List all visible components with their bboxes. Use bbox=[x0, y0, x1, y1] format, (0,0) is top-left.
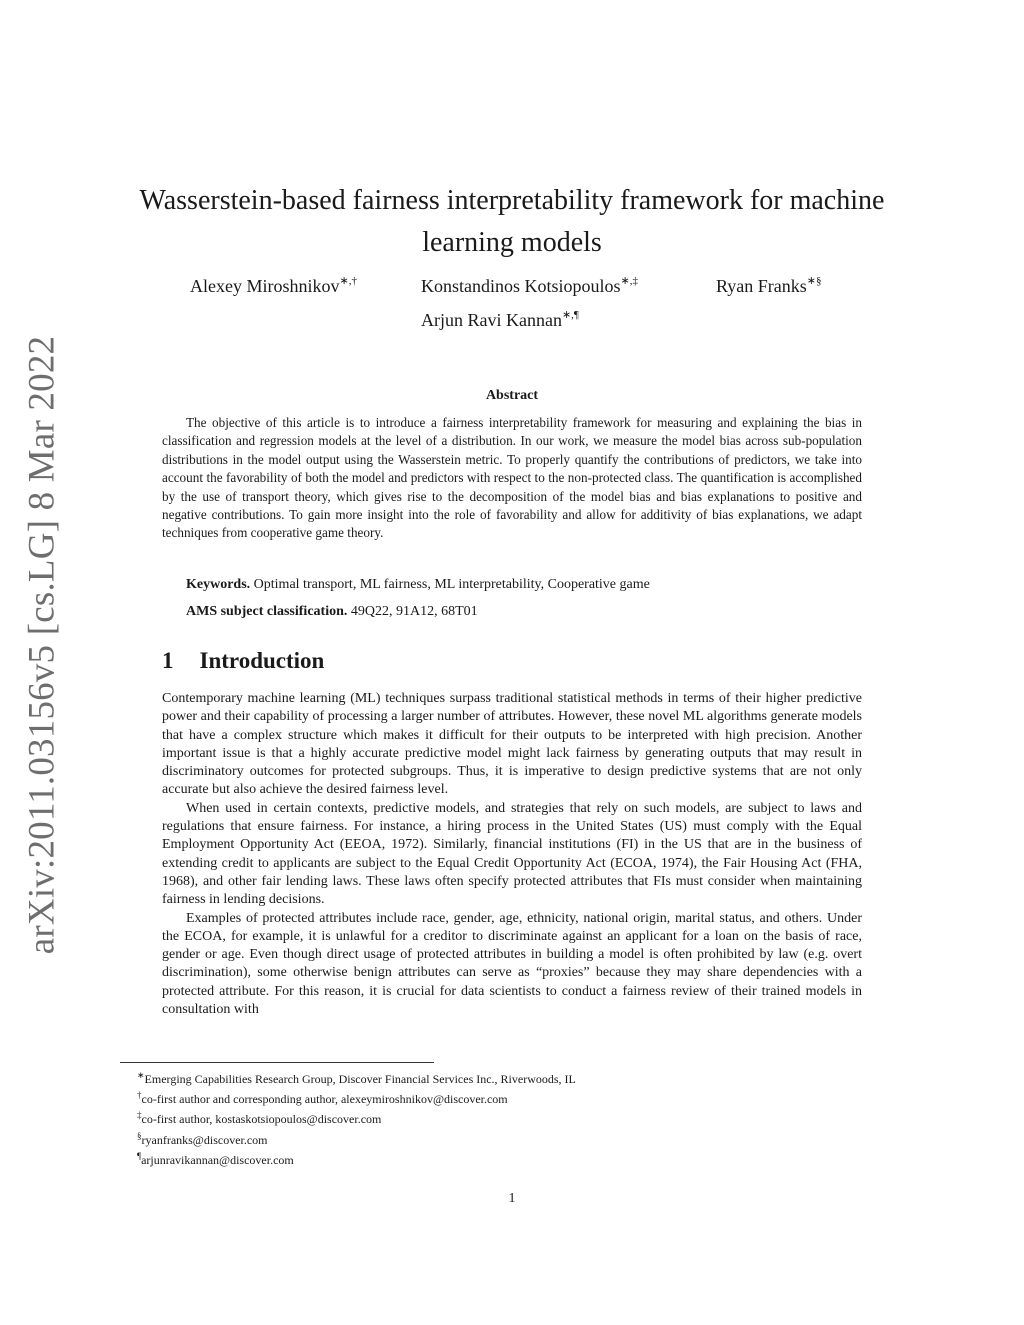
ams-text: 49Q22, 91A12, 68T01 bbox=[350, 604, 478, 619]
abstract-text: The objective of this article is to introduce a fairness interpretability framework for measuring and explaining the bias in classification and regression models at the level of a distribution. In our work, we measure the model bias across sub-population distributions in the model output using the Wasserstein metric. To properly quantify the contributions of predictors, we take into account the favorability of both the model and predictors with respect to the non-protected class. The quantification is accomplished by the use of transport theory, which gives rise to the decomposition of the model bias and bias explanations to positive and negative contributions. To gain more insight into the role of favorability and allow for additivity of bias explanations, we adapt techniques from cooperative game theory. bbox=[162, 415, 862, 541]
section-heading bbox=[162, 648, 324, 674]
keywords-text: Optimal transport, ML fairness, ML interpretability, Cooperative game bbox=[253, 577, 650, 592]
author-name: Konstandinos Kotsiopoulos bbox=[421, 276, 621, 296]
footnote bbox=[137, 1128, 576, 1148]
section-body bbox=[162, 690, 862, 1019]
author-name: Alexey Miroshnikov bbox=[190, 276, 340, 296]
body-paragraph: Examples of protected attributes include race, gender, age, ethnicity, national origin, marital status, and others. Under the ECOA, for example, it is unlawful for a creditor to discriminate against an applicant for a loan on the basis of race, gender or age. Even though direct usage of protected attributes in building a model is often prohibited by law (e.g. overt discrimination), some otherwise benign attributes can serve as “proxies” because they may share dependencies with a protected attribute. For this reason, it is crucial for data scientists to conduct a fairness review of their trained models in consultation with bbox=[162, 910, 862, 1018]
author-2 bbox=[421, 275, 638, 297]
section-number: 1 bbox=[162, 648, 174, 673]
keywords-label: Keywords. bbox=[186, 577, 251, 592]
footnote bbox=[137, 1067, 576, 1087]
author-marks: ∗,¶ bbox=[561, 309, 579, 321]
author-3 bbox=[716, 275, 822, 297]
body-paragraph: Contemporary machine learning (ML) techniques surpass traditional statistical methods in terms of their higher predictive power and their capability of processing a larger number of attributes. However, these novel ML algorithms generate models that have a complex structure which makes it difficult for their outputs to be interpreted with high precision. Another important issue is that a highly accurate predictive model might lack fairness by generating outputs that may result in discriminatory outcomes for protected subgroups. Thus, it is imperative to design predictive systems that are not only accurate but also achieve the desired fairness level. bbox=[162, 691, 862, 798]
footnote-mark: † bbox=[137, 1090, 142, 1101]
footnote-mark: § bbox=[137, 1130, 142, 1141]
footnote-divider bbox=[120, 1062, 434, 1063]
footnote-text: Emerging Capabilities Research Group, Discover Financial Services Inc., Riverwoods, IL bbox=[144, 1072, 576, 1086]
footnote-text: arjunravikannan@discover.com bbox=[141, 1152, 294, 1167]
ams-label: AMS subject classification. bbox=[186, 604, 348, 619]
paper-title: Wasserstein-based fairness interpretability framework for machine learning models bbox=[139, 185, 885, 258]
author-4 bbox=[421, 309, 579, 331]
footnote bbox=[137, 1107, 576, 1127]
abstract-heading: Abstract bbox=[485, 388, 539, 403]
footnote-text: co-first author, kostaskotsiopoulos@discover.com bbox=[141, 1112, 382, 1127]
arxiv-identifier: arXiv:2011.03156v5 [cs.LG] 8 Mar 2022 bbox=[21, 335, 63, 955]
author-1 bbox=[190, 275, 357, 297]
footnote-text: co-first author and corresponding author, alexeymiroshnikov@discover.com bbox=[141, 1092, 508, 1107]
footnote bbox=[137, 1087, 576, 1107]
author-name: Arjun Ravi Kannan bbox=[421, 310, 562, 330]
footnotes bbox=[137, 1067, 576, 1168]
ams-classification bbox=[186, 604, 478, 620]
section-title: Introduction bbox=[199, 648, 325, 673]
author-marks: ∗,† bbox=[339, 275, 357, 287]
body-paragraph: When used in certain contexts, predictive models, and strategies that rely on such models, are subject to laws and regulations that ensure fairness. For instance, a hiring process in the United States (US) must comply with the Equal Employment Opportunity Act (EEOA, 1972). Similarly, financial institutions (FI) in the US that are in the business of extending credit to applicants are subject to the Equal Credit Opportunity Act (ECOA, 1974), the Fair Housing Act (FHA, 1968), and other fair lending laws. These laws often specify protected attributes that FIs must consider when maintaining fairness in lending decisions. bbox=[162, 800, 862, 908]
footnote-mark: ‡ bbox=[137, 1110, 142, 1121]
footnote-mark: ∗ bbox=[137, 1070, 145, 1080]
author-name: Ryan Franks bbox=[716, 276, 807, 296]
author-marks: ∗§ bbox=[806, 275, 822, 287]
page-number: 1 bbox=[508, 1191, 516, 1206]
author-marks: ∗,‡ bbox=[620, 275, 638, 287]
footnote-text: ryanfranks@discover.com bbox=[141, 1132, 268, 1147]
keywords bbox=[186, 577, 650, 593]
footnote-mark: ¶ bbox=[137, 1150, 142, 1161]
footnote bbox=[137, 1148, 576, 1168]
